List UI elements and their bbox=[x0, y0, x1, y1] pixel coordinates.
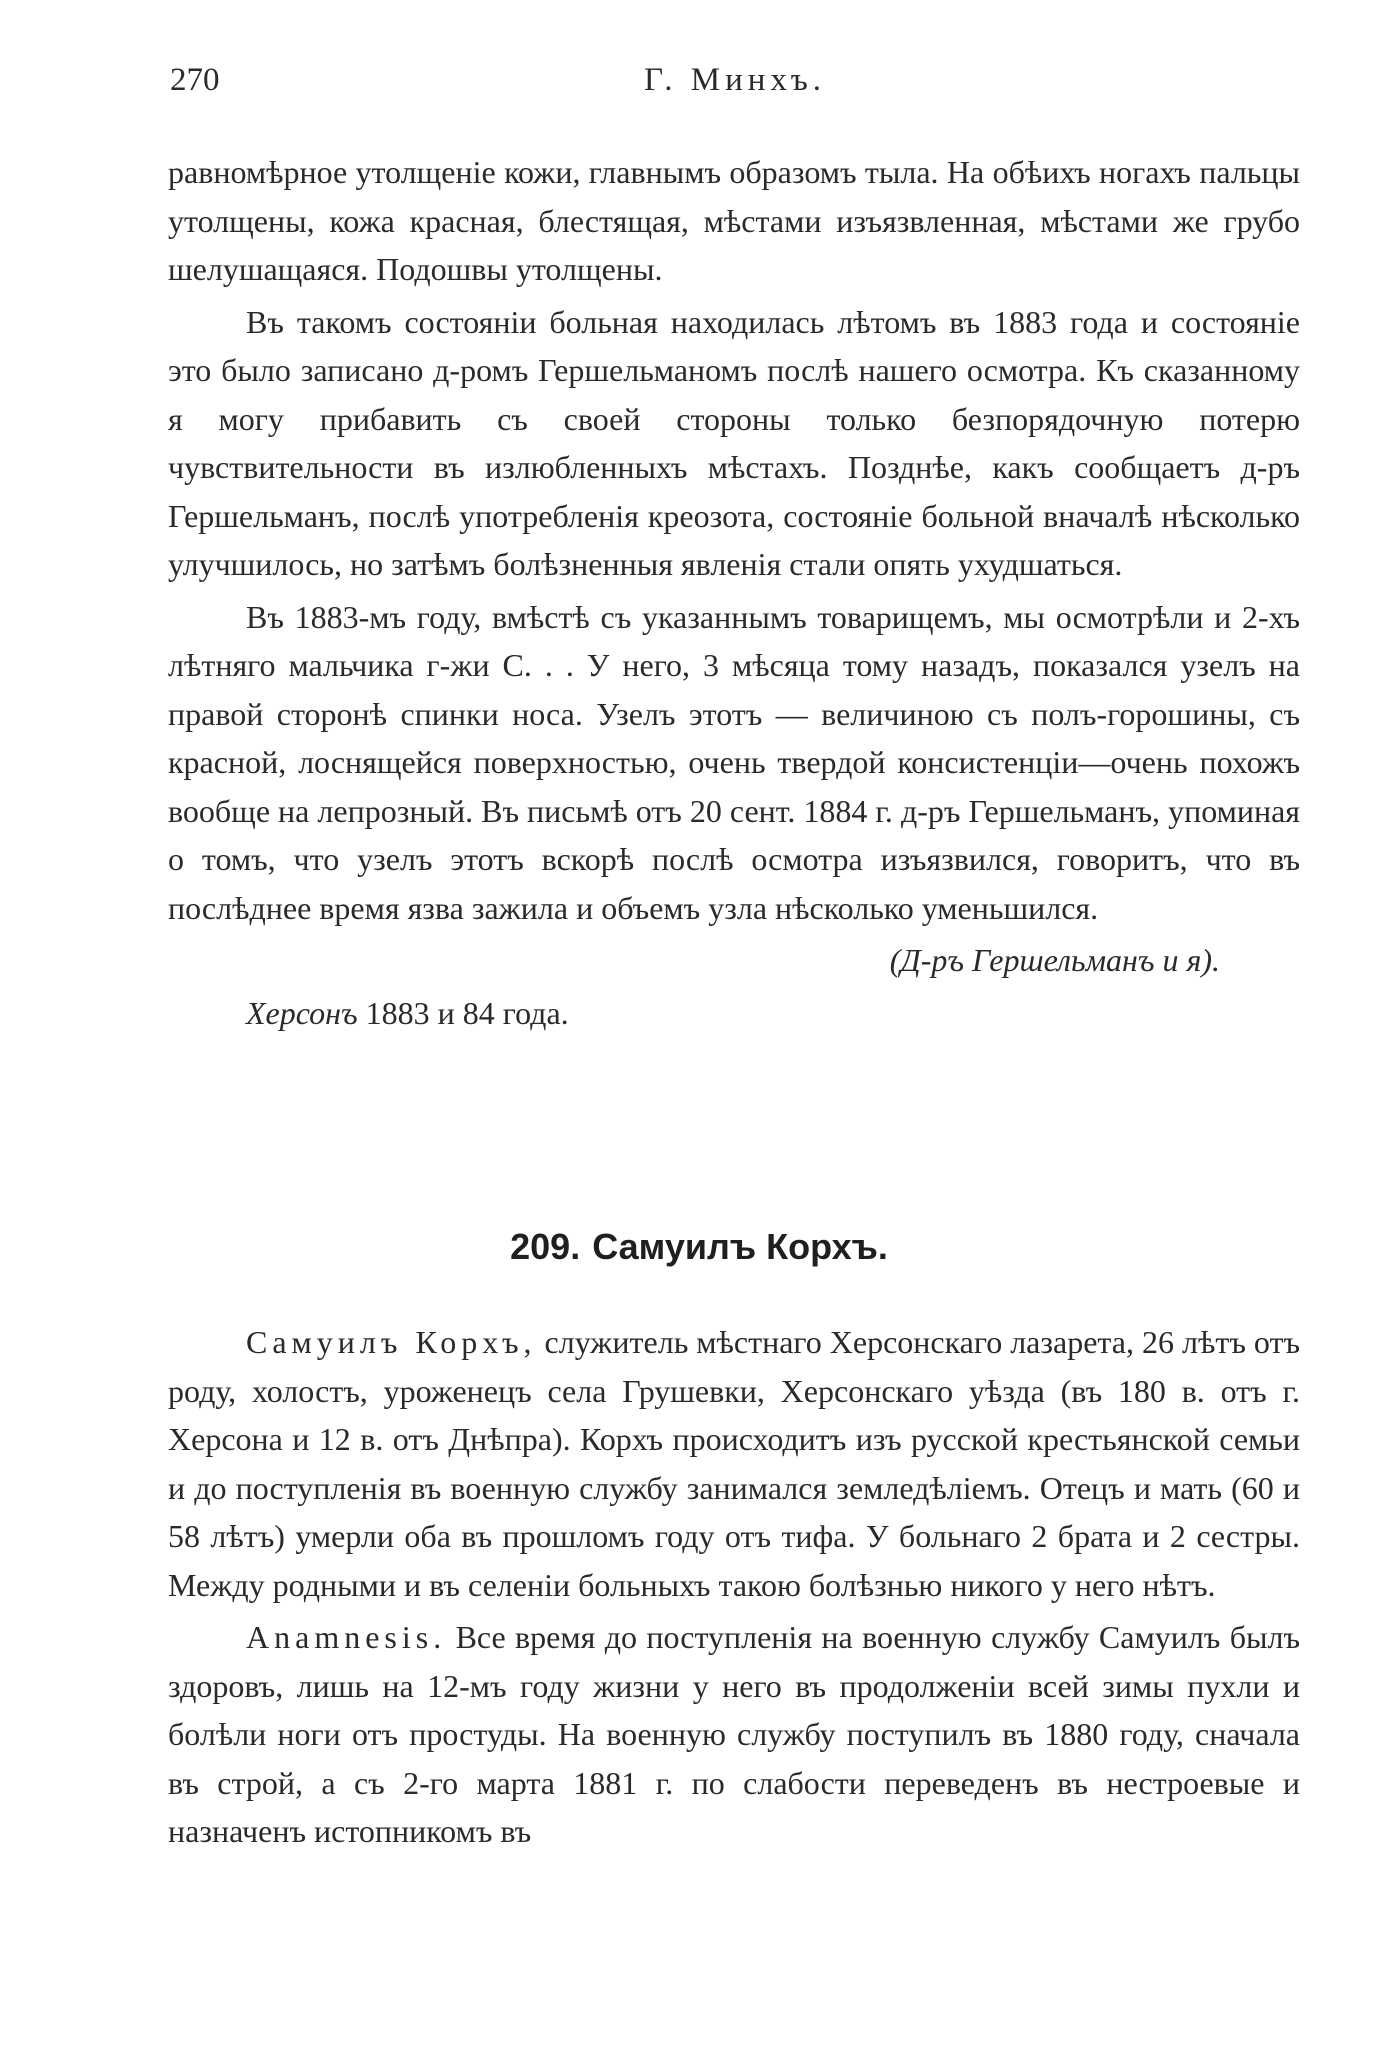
place: Херсонъ bbox=[246, 994, 358, 1031]
anamnesis-label: Anamnesis. bbox=[246, 1619, 447, 1655]
signature: (Д-ръ Гершельманъ и я). bbox=[889, 942, 1220, 978]
paragraph-text: Все время до поступленія на военную службу Самуилъ былъ здоровъ, лишь на 12-мъ году жизни у него въ продолженіи всей зимы пухли и болѣли ноги отъ простуды. На военную службу поступилъ въ 1880 году, сначала въ строй, а съ 2-го марта 1881 г. по слабости переведенъ въ нестроевые и назначенъ истопникомъ въ bbox=[168, 1619, 1301, 1849]
paragraph: равномѣрное утолщеніе кожи, главнымъ образомъ тыла. На обѣихъ ногахъ пальцы утолщены, кожа красная, блестящая, мѣстами изъязвленная, мѣстами же грубо шелушащаяся. Подошвы утолщены. bbox=[168, 154, 1300, 287]
running-title: Г. Минхъ. bbox=[643, 62, 827, 98]
page-number: 270 bbox=[170, 62, 220, 98]
paragraph-text: служитель мѣстнаго Херсонскаго лазарета, 26 лѣтъ отъ роду, холостъ, уроженецъ села Грушевки, Херсонскаго уѣзда (въ 180 в. отъ г. Херсона и 12 в. отъ Днѣпра). Корхъ происходитъ изъ русской крестьянской семьи и до поступленія въ военную службу занимался земледѣліемъ. Отецъ и мать (60 и 58 лѣтъ) умерли оба въ прошломъ году отъ тифа. У больнаго 2 брата и 2 сестры. Между родными и въ селеніи больныхъ такою болѣзнью никого у него нѣтъ. bbox=[168, 1324, 1301, 1603]
paragraph bbox=[168, 1318, 1300, 1609]
section-number: 209. bbox=[510, 1226, 581, 1267]
patient-name: Самуилъ Корхъ, bbox=[246, 1324, 537, 1360]
date: 1883 и 84 года. bbox=[365, 994, 569, 1031]
place-date bbox=[168, 989, 1300, 1038]
section-title: Самуилъ Корхъ. bbox=[592, 1226, 888, 1267]
signature-line bbox=[168, 936, 1300, 985]
running-head bbox=[170, 62, 1300, 112]
top-text-block bbox=[168, 148, 1300, 1041]
bottom-text-block bbox=[168, 1318, 1300, 1860]
paragraph: Въ 1883-мъ году, вмѣстѣ съ указаннымъ товарищемъ, мы осмотрѣли и 2-хъ лѣтняго мальчика г-жи С. . . У него, 3 мѣсяца тому назадъ, показался узелъ на правой сторонѣ спинки носа. Узелъ этотъ — величиною съ полъ-горошины, съ красной, лоснящейся поверхностью, очень твердой консистенціи—очень похожъ вообще на лепрозный. Въ письмѣ отъ 20 сент. 1884 г. д-ръ Гершельманъ, упоминая о томъ, что узелъ этотъ вскорѣ послѣ осмотра изъязвился, говоритъ, что въ послѣднее время язва зажила и объемъ узла нѣсколько уменьшился. bbox=[168, 598, 1300, 926]
paragraph bbox=[168, 1613, 1300, 1856]
section-heading bbox=[0, 1226, 1398, 1268]
paragraph: Въ такомъ состояніи больная находилась лѣтомъ въ 1883 года и состояніе это было записано д-ромъ Гершельманомъ послѣ нашего осмотра. Къ сказанному я могу прибавить съ своей стороны только безпорядочную потерю чувствительности въ излюбленныхъ мѣстахъ. Позднѣе, какъ сообщаетъ д-ръ Гершельманъ, послѣ употребленія креозота, состояніе больной вначалѣ нѣсколько улучшилось, но затѣмъ болѣзненныя явленія стали опять ухудшаться. bbox=[168, 303, 1300, 582]
